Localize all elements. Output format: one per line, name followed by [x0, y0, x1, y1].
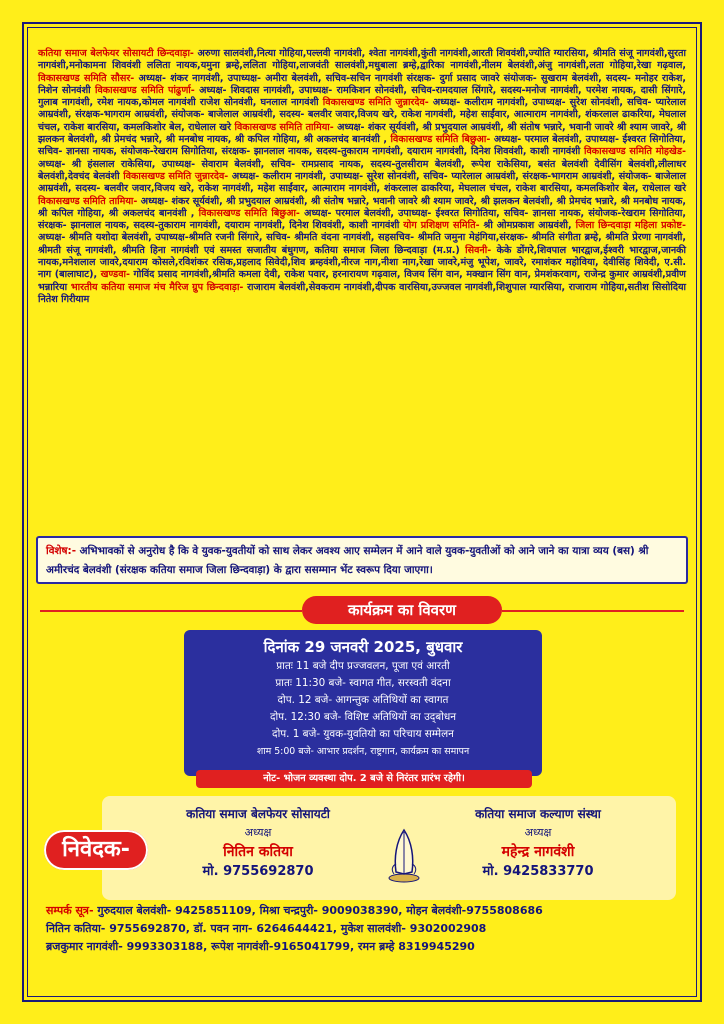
- committee-members: अध्यक्ष- शिवदास नागवंशी, उपाध्यक्ष- रामकिशन सोनवंशी, सचिव-रामदयाल सिंगारे, सदस्य-मनोज नागवंशी, परमेश नायक, दासी सिंगारे, गुलाब नागवंशी, रमेश नायक,कोमल नागवंशी राजेश सोनवंशी, घनलाल नागवंशी: [38, 84, 687, 109]
- schedule-item: दोप. 12 बजे- आगन्तुक अतिथियों का स्वागत: [277, 694, 449, 706]
- special-notice: [36, 536, 688, 584]
- organizer-left: [158, 804, 358, 882]
- committee-members: अध्यक्ष- श्री हंसलाल राकेसिया, उपाध्यक्ष- सेवाराम बेलवंशी, सचिव- रामप्रसाद नायक, सदस्य-तुलसीराम बेलवंशी, रूपेश राकेसिया, बसंत बेलवंशी देवीसिंग बेलवंशी,लीलाधर बेलवंशी,देवचंद बेलवंशी: [38, 158, 686, 182]
- committee-members: अध्यक्ष- शंकर नागवंशी, उपाध्यक्ष- अमीरा बेलवंशी, सचिव-सचिन नागवंशी संरक्षक- दुर्गा प्रसाद जावरे संयोजक- सुखराम बेलवंशी, सदस्य- मनोहर राकेश, निशेन सोनवंशी: [38, 72, 686, 96]
- contact-line: [46, 902, 686, 920]
- org-role: अध्यक्ष: [244, 826, 272, 839]
- committee-heading: जिला छिन्दवाड़ा महिला प्रकोष्ट-: [575, 220, 686, 232]
- member-block: [38, 48, 686, 71]
- committee-members: राजाराम बेलवंशी,सेवकराम नागवंशी,दीपक वारसिया,उज्जवल नागवंशी,शिशुपाल ग्यारसिया, राजाराम गोहिया,सतीश सिसोदिया नितेश गिरीयाम: [38, 281, 687, 305]
- committee-members: अध्यक्ष- श्रीमति यशोदा बेलवंशी, उपाध्यक्ष-श्रीमति रजनी सिंगारे, सचिव- श्रीमति वंदना नागवंशी, सहसचिव- श्रीमति जमुना मेहंगिया,संरक्षक- श्रीमति संगीता ब्रम्हे, श्रीमति प्रेरणा नागवंशी, श्रीमती संजू नागवंशी, श्रीमति हिना नागवंशी एवं समस्त सजातीय बंधुगण, कतिया समाज जिला छिन्दवाड़ा (म.प्र.): [38, 232, 686, 256]
- notice-text: अभिभावकों से अनुरोध है कि वे युवक-युवतीयों को साथ लेकर अवश्य आए सम्मेलन में आने वाले युवक-युवतीओं को आने जाने का यात्रा व्यय (बस) श्री अमीरचंद बेलवंशी (संरक्षक कतिया समाज जिला छिन्दवाड़ा) के द्वारा ससम्मान भेंट स्वरूप दिया जाएगा।: [46, 545, 649, 576]
- committee-members: अध्यक्ष- कलीराम नागवंशी, उपाध्यक्ष- सुरेश सोनवंशी, सचिव- प्यारेलाल आम्रवंशी, संरक्षक-भागराम आम्रवंशी, संयोजक- बाजेलाल आम्रवंशी, सदस्य- बलवीर जवार,विजय खरे, राकेश नागवंशी, महेश साईंवार, आत्माराम नागवंशी, शंकरलाल ढाकरिया, मेघलाल चंचल, राकेश बारसिया, कमलकिशोर बेल, राधेलाल खरे: [38, 170, 686, 195]
- member-block: [38, 171, 686, 194]
- committee-heading: विकासखण्ड समिति मोहखेड-: [583, 146, 686, 158]
- org-role: अध्यक्ष: [524, 826, 552, 839]
- committee-heading: खण्डवा-: [100, 269, 130, 281]
- committee-heading: विकासखण्ड समिति तामिया-: [38, 195, 138, 207]
- committee-heading: विकासखण्ड समिति जुन्नारदेव-: [123, 170, 229, 182]
- org-name: कतिया समाज कल्याण संस्था: [475, 807, 601, 821]
- org-mobile: मो. 9755692870: [202, 864, 314, 879]
- divider-line: [502, 610, 684, 612]
- org-mobile: मो. 9425833770: [482, 864, 594, 879]
- committee-members: अध्यक्ष- परमाल बेलवंशी, उपाध्यक्ष- ईश्वरत सिगोतिया, सचिव- ज्ञानसा नायक, संयोजक-रेखराम सिगोतिया, संरक्षक- झानलाल नायक, सदस्य-तुकाराम नागवंशी, दयाराम नागवंशी, दिनेश शिववंशी, काशी नागवंशी: [38, 207, 686, 232]
- committee-heading: विकासखण्ड समिति बिछुआ-: [390, 134, 491, 146]
- schedule-item: दोप. 1 बजे- युवक-युवतियो का परिचाय सम्मेलन: [272, 728, 454, 740]
- committee-heading: विकासखण्ड समिति सौसर-: [38, 72, 135, 84]
- schedule-item: दोप. 12:30 बजे- विशिष्ट अतिथियों का उद्‌बोधन: [269, 711, 457, 723]
- committee-members: गोविंद प्रसाद नागवंशी,श्रीमति कमला देवी, राकेश पवार, हरनारायण गढ़वाल, विजय सिंग वान, मक्खान सिंग वान, प्रेमशंकरवाग, राजेन्द्र कुमार आम्रवंशी,प्रवीण भन्नारिया: [38, 269, 686, 293]
- program-title-bar: [40, 596, 684, 626]
- committee-members: केके डोंगरे,शिवपाल भारद्वाज,ईश्वरी भारद्वाज,जानकी नायक,मनेशलाल जावरे,दयाराम कोसले,रविशंकर रसिक,प्रहलाद सिवेदी,शिव ब्रम्हवंशी,नीरज नाग,नीशा नाग,रेखा जावरे,मंजु भूपेश, जावरे, रमाशंकर महोविया, देवीसिंह शिवेदी, ए.सी. नाग (बालाघाट),: [38, 244, 686, 281]
- contact-text: गुरुदयाल बेलवंशी- 9425851109, मिश्रा चन्द्रपुरी- 9009038390, मोहन बेलवंशी-9755808686: [93, 904, 543, 917]
- committee-members: अध्यक्ष- कलीराम नागवंशी, उपाध्यक्ष- सुरेश सोनवंशी, सचिव- प्यारेलाल आम्रवंशी, संरक्षक-भागराम आम्रवंशी, संयोजक- बाजेलाल आम्रवंशी, सदस्य- बलवीर जवार,विजय खरे, राकेश नागवंशी, महेश साईंवार, आत्माराम नागवंशी, शंकरलाल ढाकरिया, मेघलाल चंचल, राकेश बारसिया, कमलकिशोर बेल, राधेलाल खरे: [38, 97, 686, 133]
- contact-list: [46, 902, 686, 956]
- organizer-right: [438, 804, 638, 882]
- schedule-box: [184, 630, 542, 776]
- committee-members: श्री ओमप्रकाश आम्रवंशी,: [479, 220, 572, 232]
- committee-members: अध्यक्ष- शंकर सूर्यवंशी, श्री प्रभुदयाल आम्रवंशी, श्री संतोष भन्नारे, भवानी जावरे श्री श्याम जावरे, श्री झलकन बेलवंशी, श्री प्रेमचंद भन्नारे, श्री मनबोध नायक, श्री कपिल गोहिया, श्री अकलचंद बानवंशी ,: [38, 121, 687, 146]
- nivedak-badge: निवेदक-: [44, 830, 148, 870]
- contact-label: सम्पर्क सूत्र-: [46, 904, 94, 917]
- contact-line: नितिन कतिया- 9755692870, डॉ. पवन नाग- 6264644421, मुकेश सालवंशी- 9302002908: [46, 922, 487, 935]
- food-note: नोट- भोजन व्यवस्था दोप. 2 बजे से निरंतर प्रारंभ रहेगी।: [196, 770, 532, 788]
- program-title: कार्यक्रम का विवरण: [302, 596, 502, 624]
- notice-lead: विशेष:-: [46, 545, 77, 557]
- committee-heading: सिवनी-: [465, 244, 492, 256]
- committee-members: अध्यक्ष- परमाल बेलवंशी, उपाध्यक्ष- ईश्वरत सिगोतिया, सचिव- ज्ञानसा नायक, संयोजक-रेखराम सिगोतिया, संरक्षक- झानलाल नायक, सदस्य-तुकाराम नागवंशी, दयाराम नागवंशी, दिनेश शिववंशी, काशी नागवंशी: [38, 134, 686, 158]
- org-name: कतिया समाज बेलफेयर सोसायटी: [186, 807, 330, 821]
- event-date: दिनांक 29 जनवरी 2025, बुधवार: [263, 638, 463, 656]
- schedule-item: शाम 5:00 बजे- आभार प्रदर्शन, राष्ट्रगान, कार्यक्रम का समापन: [256, 746, 470, 757]
- contact-line: ब्रजकुमार नागवंशी- 9993303188, रूपेश नागवंशी-9165041799, रमन ब्रम्हे 8319945290: [46, 940, 475, 953]
- committee-heading: विकासखण्ड समिति तामिया-: [234, 121, 334, 133]
- divider-line: [40, 610, 302, 612]
- committee-heading: कतिया समाज बेलफेयर सोसायटी छिन्दवाड़ा-: [38, 48, 194, 59]
- member-block: [403, 220, 571, 231]
- org-president: नितिन कतिया: [223, 844, 293, 860]
- committee-members: अरुणा सालवंशी,नित्या गोहिया,पल्लवी नागवंशी, श्वेता नागवंशी,कुंती नागवंशी,आरती शिववंशी,ज्योति ग्यारसिया, श्रीमति संजू नागवंशी,सुरता नागवंशी,मनोकामना शिववंशी ललिता नायक,यमुना ब्रम्हे,ललिता गोहिया,लाजवंती सालवंशी,मधुबाला ब्रम्हे,द्वारिका नागवंशी,नीलम बेलवंशी,अंजु नागवंशी,लता गोहिया,रेखा गढ़वाल,: [38, 48, 687, 72]
- member-block: [38, 282, 686, 305]
- schedule-item: प्रातः 11:30 बजे- स्वागत गीत, सरस्वती वंदना: [275, 677, 451, 689]
- committee-heading: योग प्रशिक्षण समिति-: [403, 220, 480, 232]
- committee-heading: भारतीय कतिया समाज मंच मैरिज ग्रुप छिन्दवाड़ा-: [70, 281, 244, 293]
- praying-hands-logo: [386, 824, 422, 884]
- org-president: महेन्द्र नागवंशी: [501, 844, 575, 860]
- committee-members: अध्यक्ष- शंकर सूर्यवंशी, श्री प्रभुदयाल आम्रवंशी, श्री संतोष भन्नारे, भवानी जावरे श्री श्याम जावरे, श्री झलकन बेलवंशी, श्री प्रेमचंद भन्नारे, श्री मनबोध नायक, श्री कपिल गोहिया, श्री अकलचंद बानवंशी ,: [38, 195, 686, 219]
- committee-heading: विकासखण्ड समिति बिछुआ-: [198, 207, 300, 219]
- committee-heading: विकासखण्ड समिति जुन्नारदेव-: [322, 97, 429, 109]
- member-list: [38, 48, 686, 306]
- schedule-item: प्रातः 11 बजे दीप प्रज्जवलन, पूजा एवं आरती: [276, 660, 450, 672]
- committee-heading: विकासखण्ड समिति पांढुर्णा-: [94, 84, 195, 96]
